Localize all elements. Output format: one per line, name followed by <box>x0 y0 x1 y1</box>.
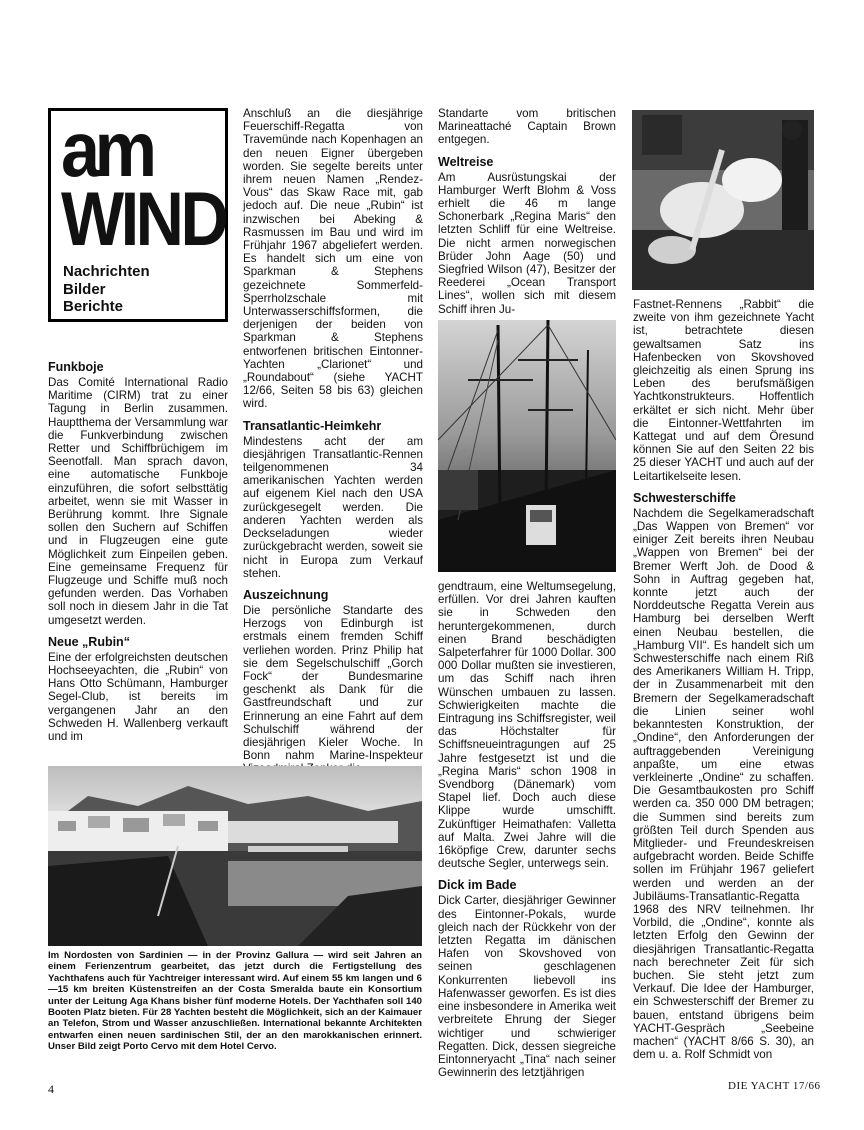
article-auszeichnung-continued: Standarte vom britischen Marineattaché Captain Brown entgegen. <box>438 107 616 147</box>
splash-photo-image <box>632 110 814 290</box>
harbor-photo-image <box>48 766 422 946</box>
column-3-top <box>438 107 616 316</box>
article-rubin-continued: Anschluß an die diesjährige Feuerschiff-Regatta von Travemünde nach Kopenhagen an den neuen Eigner übergeben worden. Sie segelte bereits unter ihrem neuen Namen „Rendez-Vous“ das Skaw Race mit, gab jedoch auf. Die neue „Rubin“ ist inzwischen bei Abeking & Rasmussen im Bau und wird im Frühjahr 1967 abgeliefert werden. Es handelt sich um eine von Sparkman & Stephens gezeichnete Sommerfeld-Sperrholzschale mit Unterwasserschiffsformen, die derjenigen der beiden von Sparkman & Stephens entworfenen britischen Eintonner-Yachten „Clarionet“ und „Roundabout“ (siehe YACHT 12/66, Seiten 58 bis 63) gleichen wird. <box>243 107 423 411</box>
heading-neue-rubin: Neue „Rubin“ <box>48 634 130 649</box>
ship-photo <box>438 320 616 572</box>
article-dick-im-bade: Dick Carter, diesjähriger Gewinner des Eintonner-Pokals, wurde gleich nach der Rückkehr von der letzten Regatta im dänischen Hafen von Skovshoved von seinen geschlagenen Konkurrenten liebevoll ins Hafenwasser geworfen. Es ist dies eine insbesondere in Amerika weit verbreitete Ehrung der Sieger wichtiger und schwieriger Regatten. Dick, dessen siegreiche Eintonneryacht „Tina“ nach seiner Gewinnerin des letztjährigen <box>438 894 616 1080</box>
masthead-subtitle-line: Nachrichten <box>63 263 150 280</box>
heading-auszeichnung: Auszeichnung <box>243 587 329 602</box>
masthead-box <box>48 105 228 322</box>
heading-dick-im-bade: Dick im Bade <box>438 878 517 893</box>
article-neue-rubin: Eine der erfolgreichsten deutschen Hochseeyachten, die „Rubin“ von Hans Otto Schümann, Hamburger Segel-Club, ist bereits im vergangenen Jahr an den Schweden H. Wallenberg verkauft und im <box>48 650 228 744</box>
masthead-subtitle-line: Bilder <box>63 280 106 298</box>
splash-photo <box>632 110 814 290</box>
article-funkboje: Das Comité International Radio Maritime (CIRM) trat zu einer Tagung in Berlin zusammen. Hauptthema der Versammlung war die Funkverbindung zwischen Retter und Schiffbrüchigem im Seenotfall. Man sprach davon, eine automatische Funkboje einzuführen, die sofort selbsttätig arbeitet, wenn sie mit Wasser in Berührung kommt. Ihre Signale sollen den Suchern auf Schiffen und in Flugzeugen eine gute Möglichkeit zum Einpeilen geben. Eine gemeinsame Frequenz für Flugzeuge und Schiffe muß noch gefunden werden. Das Vorhaben soll noch in diesem Jahr in die Tat umgesetzt werden. <box>48 376 228 627</box>
column-3-bottom <box>438 580 616 1079</box>
article-transatlantic: Mindestens acht der am diesjährigen Transatlantic-Rennen teilgenommenen 34 amerikanischen Yachten werden auf eigenem Kiel nach den USA zurückgesegelt werden. Die anderen Yachten werden als Deckseladungen wieder zurückgebracht werden, soweit sie nicht in Europa zum Verkauf stehen. <box>243 434 423 580</box>
heading-schwesterschiffe: Schwesterschiffe <box>633 490 736 505</box>
heading-funkboje: Funkboje <box>48 360 104 374</box>
column-1 <box>48 360 228 743</box>
masthead-subtitle-line: Berichte <box>63 298 124 315</box>
article-weltreise: Am Ausrüstungskai der Hamburger Werft Blohm & Voss erhielt die 46 m lange Schonerbark „Regina Maris“ den letzten Schliff für eine Weltreise. Die nicht armen norwegischen Brüder John Aage (50) und Siegfried Wilson (47), Besitzer der Reederei „Ocean Transport Lines“, wollen sich mit diesem Schiff ihren Ju- <box>438 170 616 316</box>
article-dick-im-bade-continued: Fastnet-Rennens „Rabbit“ die zweite von ihm gezeichnete Yacht ist, betrachtete diesen gewaltsamen Satz ins Hafenbecken von Skovshoved gleichzeitig als einen Sprung ins Leben des berufsmäßigen Yachtkonstrukteurs. Hoffentlich erkältet er sich nicht. Mehr über die Eintonner-Wettfahrten im Kattegat und auf dem Öresund können Sie auf den Seiten 22 bis 25 dieser YACHT und auch auf der Leitartikelseite lesen. <box>633 298 814 483</box>
issue-label: DIE YACHT 17/66 <box>728 1080 821 1092</box>
column-4 <box>633 298 814 1061</box>
masthead-title-wind: WIND <box>61 177 226 262</box>
article-schwesterschiffe: Nachdem die Segelkameradschaft „Das Wappen von Bremen“ vor einiger Zeit bereits ihren Neubau „Wappen von Bremen“ bei der Bremer Werft Joh. de Dood & Sohn in Auftrag gegeben hat, konnte jetzt auch der Norddeutsche Regatta Verein aus Hamburg bei derselben Werft einen Neubau bestellen, die „Hamburg VII“. Es handelt sich um Schwesterschiffe nach einem Riß des Amerikaners William H. Tripp, der in Zusammenarbeit mit den Bremern der Segelkameradschaft die Linien seiner wohl bekanntesten Konstruktion, der „Ondine“, den Anforderungen der auftraggebenden Vereinigung anpaßte, um eine etwas verkleinerte „Ondine“ zu schaffen. Die Gesamtbaukosten pro Schiff werden ca. 350 000 DM betragen; die Summen sind bereits zum größten Teil durch Spenden aus Mitglieder- und Freundeskreisen aufgebracht worden. Beide Schiffe sollen im Frühjahr 1967 geliefert werden und werden an der Jubiläums-Transatlantic-Regatta 1968 des NRV teilnehmen. Ihr Vorbild, die „Ondine“, konnte als letzten Erfolg den Gewinn der diesjährigen Transatlantic-Regatta nach berechneter Zeit für sich buchen. Sie steht jetzt zum Verkauf. Die Idee der Hamburger, ein Schwesterschiff der Bremer zu bauen, entstand übrigens beim YACHT-Gespräch „Seebeine machen“ (YACHT 8/66 S. 30), an dem u. a. Rolf Schmidt von <box>633 506 814 1062</box>
masthead-title-am: am <box>61 105 152 193</box>
harbor-photo <box>48 766 422 946</box>
masthead-subtitle <box>63 263 150 316</box>
heading-weltreise: Weltreise <box>438 154 494 169</box>
ship-photo-image <box>438 320 616 572</box>
article-weltreise-continued: gendtraum, eine Weltumsegelung, erfüllen. Vor drei Jahren kauften sie in Schweden den heruntergekommenen, durch einen Brand beschädigten Salpeterfahrer für 1000 Dollar. 300 000 Dollar mußten sie investieren, um das Schiff nach ihren Wünschen umbauen zu lassen. Schwierigkeiten machte die Eintragung ins Schiffsregister, weil das Höchstalter für Schiffsneueintragungen auf 25 Jahre festgesetzt ist und die „Regina Maris“ schon 1908 in Svendborg (Dänemark) vom Stapel lief. Doch auch diese Klippe wurde umschifft. Zukünftiger Heimathafen: Valletta auf Malta. Zwei Jahre will die 16köpfige Crew, darunter sechs deutsche Segler, unterwegs sein. <box>438 580 616 871</box>
page-number: 4 <box>48 1082 54 1096</box>
harbor-photo-caption: Im Nordosten von Sardinien — in der Provinz Gallura — wird seit Jahren an einem Ferienzentrum gearbeitet, das jetzt durch die Fertigstellung des Yachthafens auch für Yachtreiger interessant wird. Auf einem 55 km langen und 6—15 km breiten Küstenstreifen an der Costa Smeralda baute ein Konsortium unter der Leitung Aga Khans bisher fünf moderne Hotels. Der Yachthafen soll 140 Booten Platz bieten. Für 28 Yachten besteht die Möglichkeit, sich an der Kaimauer an Telefon, Strom und Wasser anzuschließen. International bekannte Architekten entwarfen einen neuen sardinischen Stil, der an den marokkanischen erinnert. Unser Bild zeigt Porto Cervo mit dem Hotel Cervo. <box>48 950 422 1053</box>
article-auszeichnung: Die persönliche Standarte des Herzogs von Edinburgh ist erstmals einem fremden Schiff verliehen worden. Prinz Philip hat sie dem Segelschulschiff „Gorch Fock“ der Bundesmarine geschenkt als Dank für die Gastfreundschaft und zur Erinnerung an eine Fahrt auf dem Schulschiff während der diesjährigen Kieler Woche. In Bonn nahm Marine-Inspekteur <box>243 603 423 763</box>
column-2 <box>243 107 423 776</box>
heading-transatlantic: Transatlantic-Heimkehr <box>243 418 382 433</box>
